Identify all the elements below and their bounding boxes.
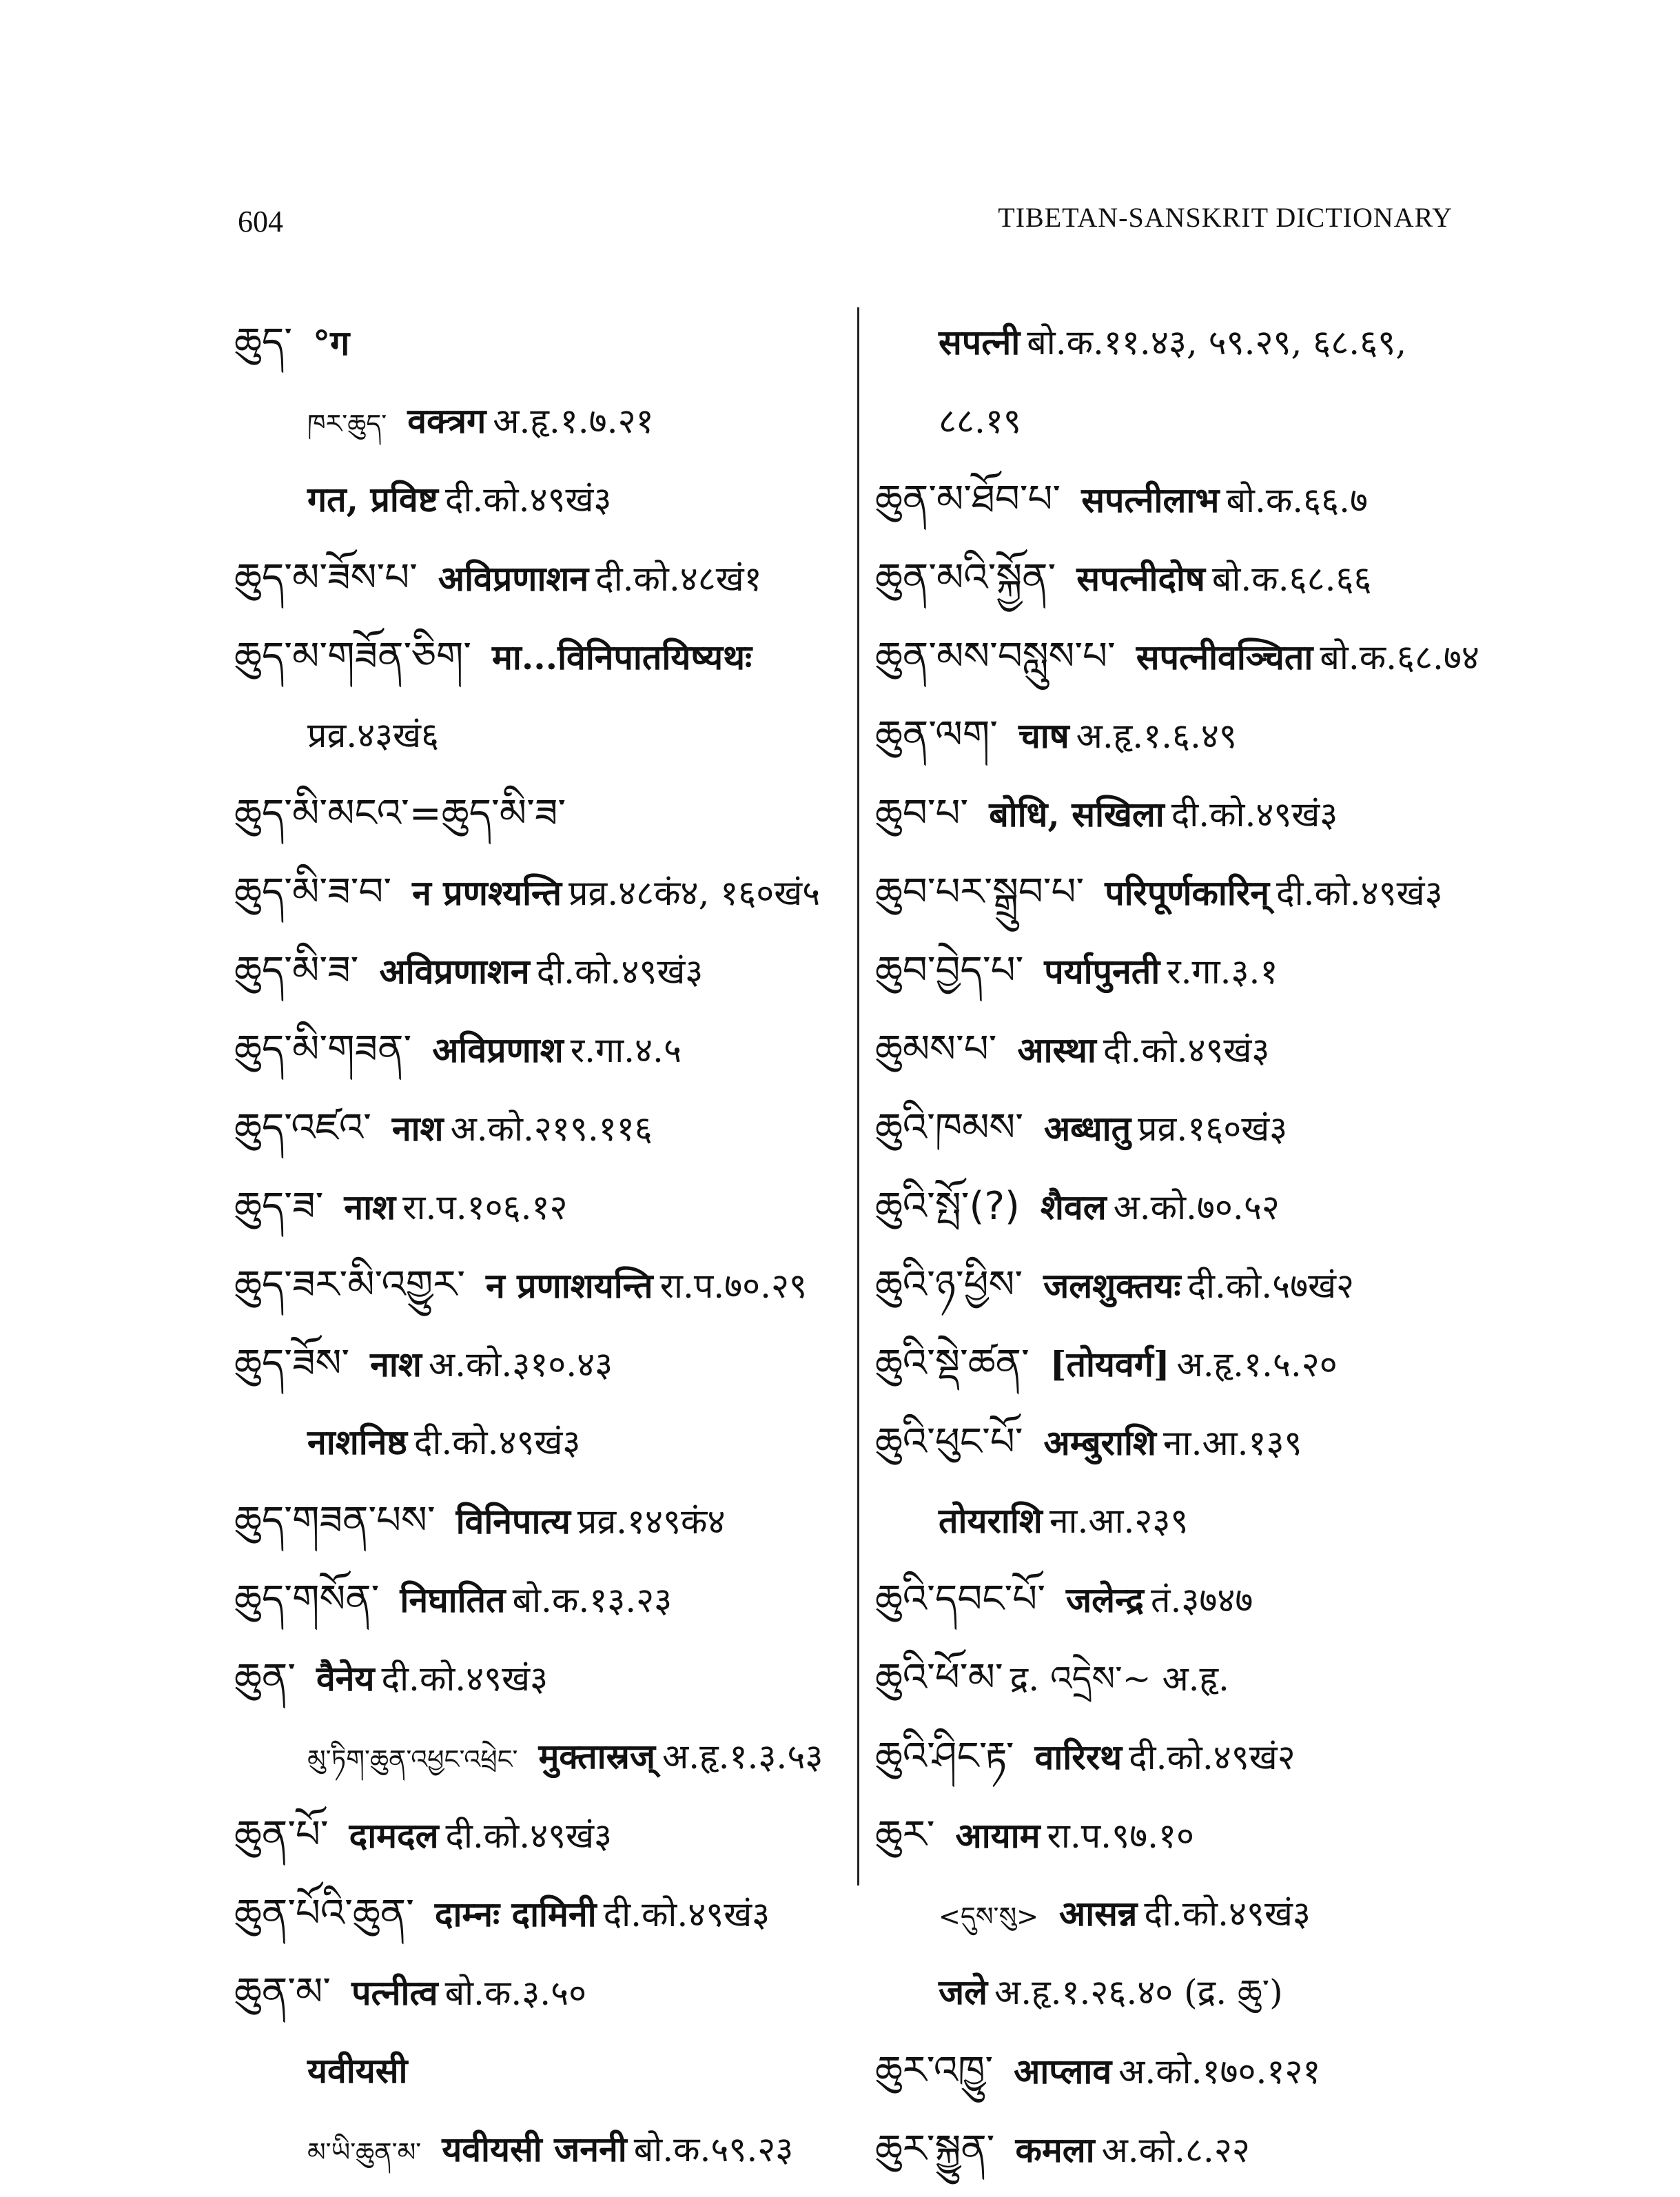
source-reference: अ.हृ.१.७.२१ xyxy=(493,401,654,441)
sanskrit-equivalent: सपत्नी xyxy=(939,322,1021,362)
tibetan-headword: <དུས་སུ> xyxy=(939,1901,1038,1932)
dictionary-entry-line xyxy=(875,1560,1495,1639)
sanskrit-equivalent: निघातित xyxy=(400,1580,506,1620)
sanskrit-equivalent: यवीयसी xyxy=(307,2050,408,2091)
sanskrit-equivalent: आयाम xyxy=(955,1815,1041,1856)
dictionary-entry-line xyxy=(875,853,1495,932)
tibetan-headword: ཆུར་ xyxy=(875,1812,935,1857)
source-reference: दी.को.५७खं२ xyxy=(1187,1266,1355,1306)
tibetan-headword: ཆུད་མི་གཟན་ xyxy=(234,1027,412,1072)
tibetan-headword: ཆུད་གསོན་ xyxy=(234,1577,380,1622)
dictionary-entry-line xyxy=(875,775,1495,853)
sanskrit-equivalent: दामदल xyxy=(349,1815,439,1856)
source-reference: अ.को.१७०.१२१ xyxy=(1118,2052,1321,2092)
dictionary-entry-line xyxy=(875,1010,1495,1089)
source-reference: ना.आ.१३९ xyxy=(1162,1423,1302,1463)
tibetan-headword: ཆུད་ཟོས་ xyxy=(234,1341,350,1386)
source-reference: बो.क.११.४३, ५९.२९, ६८.६९, xyxy=(1027,323,1407,362)
tibetan-headword: ཆུན་མ་ཐོབ་པ་ xyxy=(875,477,1061,522)
tibetan-headword: ཆུན་ལག་ xyxy=(875,713,998,757)
source-reference: दी.को.४९खं३ xyxy=(536,952,704,992)
tibetan-headword: ཆུའི་ཕོ་མ་ xyxy=(875,1655,1003,1700)
source-reference: दी.को.४९खं३ xyxy=(1276,873,1443,913)
sanskrit-equivalent: परिपूर्णकारिन् xyxy=(1105,872,1270,913)
source-reference: रा.प.७०.२९ xyxy=(659,1266,808,1306)
sanskrit-equivalent: आस्था xyxy=(1017,1030,1096,1070)
source-reference: बो.क.१३.२३ xyxy=(512,1580,673,1620)
dictionary-entry-line xyxy=(875,617,1495,696)
sanskrit-equivalent: आप्लाव xyxy=(1014,2051,1112,2092)
sanskrit-equivalent: विनिपात्य xyxy=(455,1501,571,1542)
sanskrit-equivalent: पर्यापुनती xyxy=(1044,951,1160,992)
left-column xyxy=(234,303,841,2189)
source-reference: ना.आ.२३९ xyxy=(1049,1501,1189,1541)
source-reference: दी.को.४९खं३ xyxy=(1144,1894,1311,1934)
tibetan-headword: ཆུན་མ་ xyxy=(234,1970,331,2014)
sanskrit-equivalent: न प्रणश्यन्ति xyxy=(412,872,562,913)
tibetan-headword: ཆུད་ xyxy=(234,320,293,365)
source-reference: दी.को.४९खं३ xyxy=(445,1816,613,1856)
source-reference: र.गा.४.५ xyxy=(570,1030,682,1070)
sanskrit-equivalent: अविप्रणाशन xyxy=(438,558,589,599)
sanskrit-equivalent: मा...विनिपातयिष्यथः xyxy=(492,637,752,677)
tibetan-headword: ཆུན་པོ་ xyxy=(234,1812,329,1857)
tibetan-headword: ཆུའི་སྡེ་ཚན་ xyxy=(875,1341,1029,1386)
dictionary-entry-line xyxy=(875,303,1495,382)
sanskrit-equivalent: जले xyxy=(939,1972,987,2012)
sanskrit-equivalent: °ग xyxy=(313,323,350,363)
sanskrit-equivalent: दाम्नः दामिनी xyxy=(434,1894,597,1934)
sanskrit-equivalent: सपत्नीदोष xyxy=(1076,558,1205,599)
page-number: 604 xyxy=(238,205,283,238)
source-reference: अ.को.३१०.४३ xyxy=(428,1345,613,1384)
tibetan-headword: ཆུའི་ཤིང་རྟ་ xyxy=(875,1734,1014,1779)
dictionary-entry-line xyxy=(875,1246,1495,1325)
sanskrit-equivalent: कमला xyxy=(1015,2129,1095,2170)
source-reference: प्रव्र.१६०खं३ xyxy=(1138,1109,1288,1149)
dictionary-entry-line xyxy=(875,1167,1495,1246)
dictionary-entry-line xyxy=(234,382,841,460)
dictionary-entry-line xyxy=(234,932,841,1010)
source-reference: रा.प.१०६.१२ xyxy=(402,1187,568,1227)
source-reference: द्र. འདྲེས་~ अ.हृ. xyxy=(1010,1659,1229,1699)
tibetan-headword: ཆུན་མས་བསླུས་པ་ xyxy=(875,634,1116,679)
tibetan-headword: ཆུམས་པ་ xyxy=(875,1027,997,1072)
dictionary-entry-line xyxy=(875,1089,1495,1167)
sanskrit-equivalent: शैवल xyxy=(1040,1187,1107,1227)
sanskrit-equivalent: सपत्नीवञ्चिता xyxy=(1136,637,1313,677)
source-reference: प्रव्र.४८कं४, १६०खं५ xyxy=(568,873,821,913)
tibetan-headword: ཆུད་མ་གཟོན་ཅིག་ xyxy=(234,634,472,679)
sanskrit-equivalent: अम्बुराशि xyxy=(1043,1422,1156,1463)
source-reference: बो.क.६८.६६ xyxy=(1211,559,1372,599)
sanskrit-equivalent: अविप्रणाश xyxy=(432,1030,564,1070)
tibetan-headword: ཆུར་སྐྱུན་ xyxy=(875,2127,995,2172)
dictionary-entry-line xyxy=(875,1325,1495,1403)
dictionary-entry-line xyxy=(234,1953,841,2032)
source-reference: दी.को.४९खं३ xyxy=(1171,795,1338,835)
source-reference: र.गा.३.१ xyxy=(1167,952,1278,992)
tibetan-headword: ཆུད་ཟ་ xyxy=(234,1184,324,1229)
source-reference: अ.को.७०.५२ xyxy=(1113,1187,1280,1227)
dictionary-entry-line xyxy=(234,1717,841,1796)
dictionary-entry-line xyxy=(234,1874,841,1953)
dictionary-entry-line xyxy=(234,2032,841,2110)
sanskrit-equivalent: तोयराशि xyxy=(939,1500,1043,1541)
dictionary-entry-line xyxy=(875,1953,1495,2032)
tibetan-headword: ཆུའི་དབང་པོ་ xyxy=(875,1577,1045,1622)
dictionary-entry-line xyxy=(234,1482,841,1560)
sanskrit-equivalent: जलशुक्तयः xyxy=(1043,1265,1181,1306)
tibetan-headword: ཆུབ་བྱེད་པ་ xyxy=(875,948,1024,993)
dictionary-entry-line xyxy=(234,1089,841,1167)
source-reference: रा.प.९७.१० xyxy=(1047,1816,1194,1856)
sanskrit-equivalent: गत, प्रविष्ट xyxy=(307,479,438,520)
dictionary-entry-line xyxy=(875,382,1495,460)
source-reference: दी.को.४८खं१ xyxy=(595,559,762,599)
dictionary-entry-line xyxy=(875,696,1495,775)
dictionary-entry-line xyxy=(875,1482,1495,1560)
dictionary-entry-line xyxy=(234,1010,841,1089)
tibetan-headword: ཆུད་གཟན་པས་ xyxy=(234,1498,436,1543)
dictionary-entry-line xyxy=(234,1403,841,1482)
sanskrit-equivalent: जलेन्द्र xyxy=(1065,1580,1144,1620)
sanskrit-equivalent: न प्रणाशयन्ति xyxy=(486,1265,653,1306)
dictionary-entry-line xyxy=(875,1639,1495,1717)
tibetan-headword: ཆུབ་པ་ xyxy=(875,791,969,836)
sanskrit-equivalent: अब्धातु xyxy=(1043,1108,1131,1149)
source-reference: बो.क.५९.२३ xyxy=(633,2129,794,2169)
sanskrit-equivalent: यवीयसी जननी xyxy=(442,2129,627,2169)
dictionary-entry-line xyxy=(875,932,1495,1010)
dictionary-entry-line xyxy=(875,2032,1495,2110)
source-reference: अ.हृ.१.३.५३ xyxy=(662,1737,823,1777)
sanskrit-equivalent: चाष xyxy=(1018,715,1069,756)
sanskrit-equivalent: सपत्नीलाभ xyxy=(1081,480,1220,520)
tibetan-headword: ཆུན་མའི་སྐྱོན་ xyxy=(875,555,1056,600)
sanskrit-equivalent: मुक्तास्रज् xyxy=(538,1736,656,1777)
right-column xyxy=(875,303,1495,2189)
source-reference: बो.क.६८.७४ xyxy=(1320,637,1479,677)
tibetan-headword: མ་ཡི་ཆུན་མ་ xyxy=(307,2137,422,2167)
tibetan-headword: ཆུད་འཛའ་ xyxy=(234,1105,371,1150)
dictionary-entry-line xyxy=(875,1874,1495,1953)
sanskrit-equivalent: पत्नीत्व xyxy=(351,1972,438,2013)
tibetan-headword: ཆུའི་ཉ་ཕྱིས་ xyxy=(875,1263,1023,1307)
tibetan-headword: ཆུར་འཁྱུ་ xyxy=(875,2048,994,2093)
tibetan-headword: ཆུད་མི་མངའ་=ཆུད་མི་ཟ་ xyxy=(234,791,566,836)
column-rule xyxy=(857,307,859,1886)
dictionary-entry-line xyxy=(234,1246,841,1325)
sanskrit-equivalent: नाशनिष्ठ xyxy=(307,1422,407,1462)
dictionary-entry-line xyxy=(234,2110,841,2189)
dictionary-entry-line xyxy=(234,1796,841,1874)
sanskrit-equivalent: नाश xyxy=(391,1108,444,1149)
source-reference: अ.हृ.१.२६.४० (द्र. ཆུ་) xyxy=(994,1972,1283,2012)
source-reference: प्रव्र.४३खं६ xyxy=(307,715,440,755)
source-reference: तं.३७४७ xyxy=(1150,1580,1253,1620)
dictionary-entry-line xyxy=(875,1796,1495,1874)
sanskrit-equivalent: बोधि, सखिला xyxy=(989,794,1165,835)
source-reference: दी.को.४९खं३ xyxy=(381,1659,549,1699)
dictionary-entry-line xyxy=(234,696,841,775)
dictionary-entry-line xyxy=(234,1639,841,1717)
tibetan-headword: ཆུབ་པར་སྒྲུབ་པ་ xyxy=(875,870,1085,914)
source-reference: ८८.१९ xyxy=(939,401,1021,441)
source-reference: प्रव्र.१४९कं४ xyxy=(577,1502,726,1542)
sanskrit-equivalent: वैनेय xyxy=(316,1658,375,1699)
source-reference: दी.को.४९खं३ xyxy=(1103,1030,1270,1070)
tibetan-headword: ཆུའི་སྤོ་(?) xyxy=(875,1184,1020,1229)
dictionary-entry-line xyxy=(234,617,841,696)
source-reference: अ.हृ.१.६.४९ xyxy=(1076,716,1237,756)
source-reference: बो.क.६६.७ xyxy=(1226,480,1369,520)
dictionary-entry-line xyxy=(875,1717,1495,1796)
sanskrit-equivalent: वक्त्रग xyxy=(407,400,486,441)
dictionary-entry-line xyxy=(875,539,1495,617)
source-reference: दी.को.४९खं३ xyxy=(444,480,612,520)
sanskrit-equivalent: वारिरथ xyxy=(1034,1737,1123,1777)
source-reference: अ.को.८.२२ xyxy=(1101,2130,1250,2170)
source-reference: अ.हृ.१.५.२० xyxy=(1176,1345,1338,1384)
tibetan-headword: ཆུད་མ་ཟོས་པ་ xyxy=(234,555,418,600)
tibetan-headword: ཆུན་པོའི་ཆུན་ xyxy=(234,1891,414,1936)
dictionary-entry-line xyxy=(234,853,841,932)
source-reference: दी.को.४९खं३ xyxy=(413,1422,581,1462)
dictionary-entry-line xyxy=(234,1325,841,1403)
running-title: TIBETAN-SANSKRIT DICTIONARY xyxy=(998,202,1453,233)
sanskrit-equivalent: [तोयवर्ग] xyxy=(1049,1344,1170,1384)
source-reference: अ.को.२१९.११६ xyxy=(450,1109,653,1149)
source-reference: दी.को.४९खं२ xyxy=(1129,1737,1295,1777)
source-reference: दी.को.४९खं३ xyxy=(603,1894,770,1934)
sanskrit-equivalent: आसन्न xyxy=(1058,1893,1138,1934)
tibetan-headword: ཆུད་མི་ཟ་བ་ xyxy=(234,870,392,914)
sanskrit-equivalent: नाश xyxy=(370,1344,422,1384)
sanskrit-equivalent: अविप्रणाशन xyxy=(379,951,530,992)
dictionary-entry-line xyxy=(234,1167,841,1246)
dictionary-entry-line xyxy=(234,1560,841,1639)
dictionary-entry-line xyxy=(234,303,841,382)
tibetan-headword: ཆུན་ xyxy=(234,1655,296,1700)
tibetan-headword: ཆུའི་ཁམས་ xyxy=(875,1105,1023,1150)
dictionary-entry-line xyxy=(875,460,1495,539)
tibetan-headword: ཁར་ཆུད་ xyxy=(307,409,387,439)
source-reference: बो.क.३.५० xyxy=(444,1973,587,2013)
dictionary-entry-line xyxy=(875,2110,1495,2189)
tibetan-headword: མུ་ཏིག་ཆུན་འཕྱང་འཕྲེང་ xyxy=(307,1744,518,1775)
dictionary-entry-line xyxy=(234,775,841,853)
sanskrit-equivalent: नाश xyxy=(344,1187,396,1227)
tibetan-headword: ཆུད་ཟར་མི་འགྱུར་ xyxy=(234,1263,465,1307)
dictionary-entry-line xyxy=(234,460,841,539)
dictionary-entry-line xyxy=(875,1403,1495,1482)
tibetan-headword: ཆུད་མི་ཟ་ xyxy=(234,948,359,993)
dictionary-entry-line xyxy=(234,539,841,617)
tibetan-headword: ཆུའི་ཕུང་པོ་ xyxy=(875,1420,1023,1464)
